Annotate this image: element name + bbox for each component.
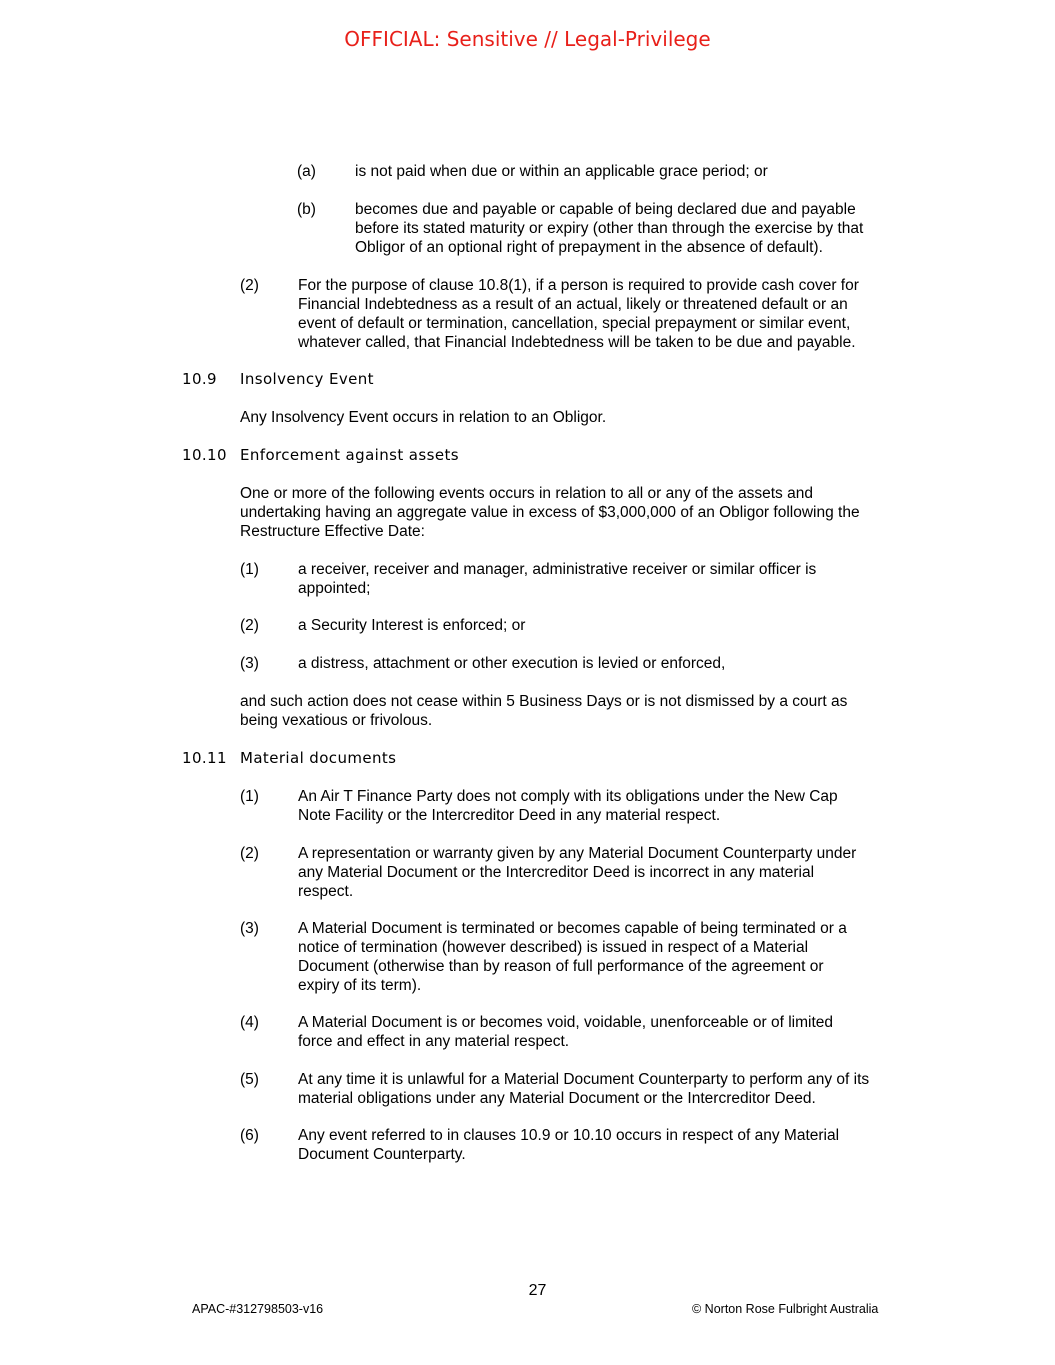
paragraph: One or more of the following events occurs in relation to all or any of the assets and undertaking having an aggregate value in excess of $3,000,000 of an Obligor following the Restructure Effective Date:: [240, 485, 860, 540]
page-number: 27: [528, 1282, 547, 1299]
item-label: (a): [297, 163, 316, 180]
item-label: (3): [240, 920, 259, 937]
item-label: (1): [240, 561, 259, 578]
item-label: (2): [240, 617, 259, 634]
item-label: (4): [240, 1014, 259, 1031]
paragraph: Any Insolvency Event occurs in relation to an Obligor.: [240, 409, 607, 426]
item-text: An Air T Finance Party does not comply with its obligations under the New Cap Note Facility or the Intercreditor Deed in any material respect.: [298, 788, 838, 824]
item-text: At any time it is unlawful for a Material Document Counterparty to perform any of its material obligations under any Material Document or the Intercreditor Deed.: [298, 1071, 870, 1107]
item-text: a distress, attachment or other execution is levied or enforced,: [298, 655, 726, 672]
item-text: A Material Document is or becomes void, voidable, unenforceable or of limited force and effect in any material respect.: [298, 1014, 834, 1050]
copyright-notice: © Norton Rose Fulbright Australia: [692, 1302, 879, 1316]
classification-banner: OFFICIAL: Sensitive // Legal-Privilege: [344, 27, 711, 51]
item-label: (6): [240, 1127, 259, 1144]
section-number: 10.11: [182, 749, 227, 767]
section-number: 10.10: [182, 446, 227, 464]
item-text: A representation or warranty given by any Material Document Counterparty under any Material Document or the Intercreditor Deed is incorrect in any material respect.: [298, 845, 857, 900]
section-heading: Enforcement against assets: [240, 446, 459, 464]
item-text: a receiver, receiver and manager, administrative receiver or similar officer is appointed;: [298, 561, 817, 597]
item-label: (2): [240, 277, 259, 294]
item-text: a Security Interest is enforced; or: [298, 617, 526, 634]
paragraph: and such action does not cease within 5 Business Days or is not dismissed by a court as being vexatious or frivolous.: [240, 693, 848, 729]
document-id: APAC-#312798503-v16: [192, 1302, 324, 1316]
item-text: A Material Document is terminated or becomes capable of being terminated or a notice of termination (however described) is issued in respect of a Material Document (otherwise than by reason of full performance of the agreement or expiry of its term).: [298, 920, 847, 994]
item-text: becomes due and payable or capable of being declared due and payable before its stated maturity or expiry (other than through the exercise by that Obligor of an optional right of prepayment in the absence of default).: [355, 201, 864, 256]
item-text: Any event referred to in clauses 10.9 or 10.10 occurs in respect of any Material Document Counterparty.: [298, 1127, 840, 1163]
item-text: is not paid when due or within an applicable grace period; or: [355, 163, 768, 180]
item-text: For the purpose of clause 10.8(1), if a person is required to provide cash cover for Financial Indebtedness as a result of an actual, likely or threatened default or an event of default or termination, cancellation, special prepayment or similar event, whatever called, that Financial Indebtedness will be taken to be due and payable.: [298, 277, 859, 351]
section-number: 10.9: [182, 370, 217, 388]
section-heading: Material documents: [240, 749, 397, 767]
item-label: (b): [297, 201, 316, 218]
item-label: (1): [240, 788, 259, 805]
item-label: (2): [240, 845, 259, 862]
item-label: (3): [240, 655, 259, 672]
item-label: (5): [240, 1071, 259, 1088]
section-heading: Insolvency Event: [240, 370, 374, 388]
